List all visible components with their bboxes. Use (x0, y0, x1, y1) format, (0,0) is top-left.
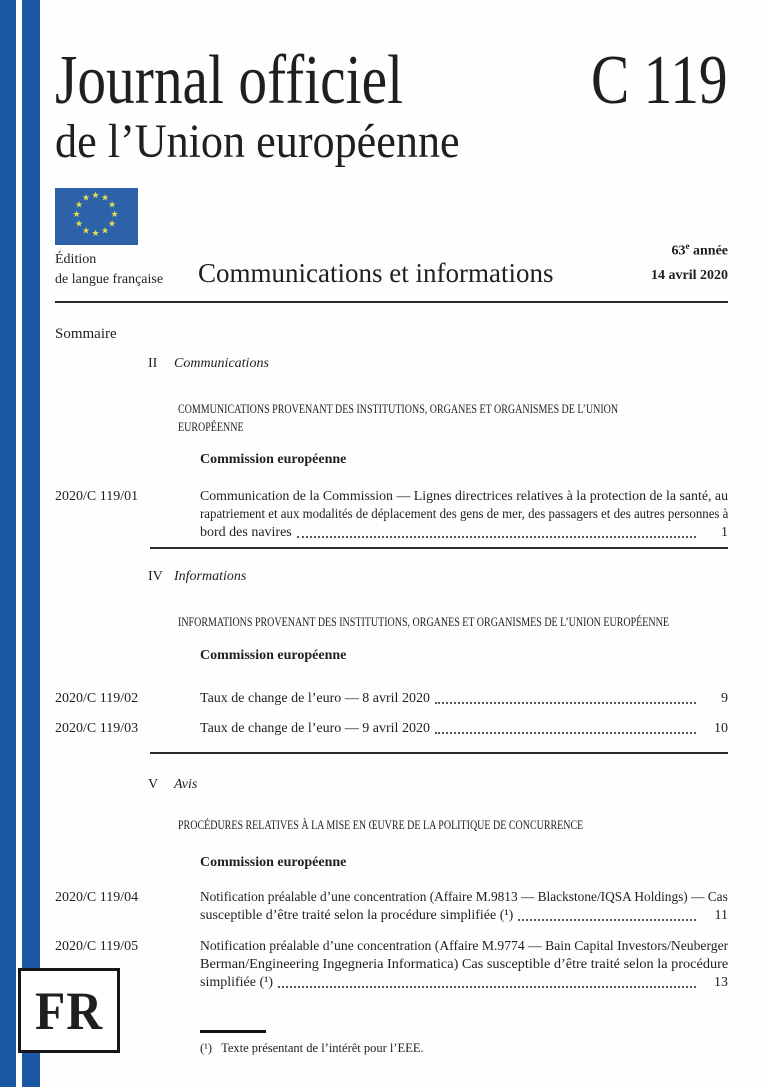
page-number: 13 (714, 975, 728, 990)
entry-ref: 2020/C 119/03 (55, 721, 139, 736)
subheading-commission: Commission européenne (200, 855, 347, 870)
page-number: 11 (714, 908, 728, 923)
issue-date: 14 avril 2020 (651, 268, 728, 283)
journal-subtitle-line: de l’Union européenne (55, 115, 460, 168)
section-name: Communications (174, 356, 269, 371)
section-name: Informations (174, 569, 247, 584)
section-V-label (148, 776, 197, 794)
issue-number: C 119 (591, 42, 728, 119)
footnote-divider (200, 1030, 266, 1033)
summary-title: Sommaire (55, 326, 117, 342)
section-numeral: II (148, 356, 158, 371)
masthead-divider (55, 301, 728, 303)
left-blue-bar-outer (0, 0, 16, 1087)
section-IV-label (148, 568, 246, 586)
entry-ref: 2020/C 119/05 (55, 939, 139, 954)
edition-label (55, 250, 163, 290)
dot-leader (297, 536, 696, 538)
language-code-box (18, 968, 120, 1053)
dot-leader (518, 919, 696, 921)
entry-ref: 2020/C 119/01 (55, 489, 139, 504)
section-divider (150, 752, 728, 754)
left-blue-bar-inner (22, 0, 40, 1087)
section-II-label (148, 355, 269, 373)
footnote-text: Texte présentant de l’intérêt pour l’EEE. (221, 1041, 424, 1055)
section-numeral: IV (148, 569, 163, 584)
edition-line1: Édition (55, 252, 97, 267)
section-II-heading: COMMUNICATIONS PROVENANT DES INSTITUTIONS, ORGANES ET ORGANISMES DE L’UNION EUROPÉENNE (178, 402, 619, 434)
entry-ref: 2020/C 119/04 (55, 890, 139, 905)
edition-line2: de langue française (55, 272, 164, 287)
masthead-title-row (55, 42, 728, 119)
section-divider (150, 547, 728, 549)
dot-leader (278, 986, 696, 988)
entry-ref: 2020/C 119/02 (55, 691, 139, 706)
toc-entry: Taux de change de l’euro — 9 avril 2020 10 (200, 721, 728, 736)
page-number: 9 (721, 691, 728, 706)
subheading-commission: Commission européenne (200, 648, 347, 663)
eu-flag (55, 188, 138, 245)
dot-leader (435, 732, 696, 734)
toc-entry: Notification préalable d’une concentration (Affaire M.9774 — Bain Capital Investors/Neuberger Berman/Engineering Ingegneria Informatica) Cas susceptible d’être traité selon la procédure simplifiée (¹) 13 (200, 939, 729, 990)
section-name: Avis (174, 777, 198, 792)
language-code: FR (34, 980, 104, 1041)
footnote (200, 1040, 424, 1056)
dot-leader (435, 702, 696, 704)
section-IV-heading: INFORMATIONS PROVENANT DES INSTITUTIONS, ORGANES ET ORGANISMES DE L’UNION EUROPÉENNE (178, 615, 669, 629)
section-V-heading: PROCÉDURES RELATIVES À LA MISE EN ŒUVRE DE LA POLITIQUE DE CONCURRENCE (178, 818, 584, 832)
communications-subtitle: Communications et informations (198, 258, 554, 288)
toc-entry: Notification préalable d’une concentration (Affaire M.9813 — Blackstone/IQSA Holdings) — Cas susceptible d’être traité selon la procédure simplifiée (¹) 11 (200, 890, 728, 923)
footnote-marker: (¹) (200, 1041, 213, 1055)
section-numeral: V (148, 777, 159, 792)
journal-title: Journal officiel (55, 42, 404, 119)
subheading-commission: Commission européenne (200, 452, 347, 467)
toc-entry: Taux de change de l’euro — 8 avril 2020 9 (200, 691, 728, 706)
page-number: 1 (721, 525, 728, 540)
page-number: 10 (714, 721, 728, 736)
toc-entry: Communication de la Commission — Lignes directrices relatives à la protection de la santé, au rapatriement et aux modalités de déplacement des gens de mer, des passagers et des autres personnes à bord des navires 1 (200, 489, 729, 540)
issue-year: 63e année (671, 241, 728, 259)
